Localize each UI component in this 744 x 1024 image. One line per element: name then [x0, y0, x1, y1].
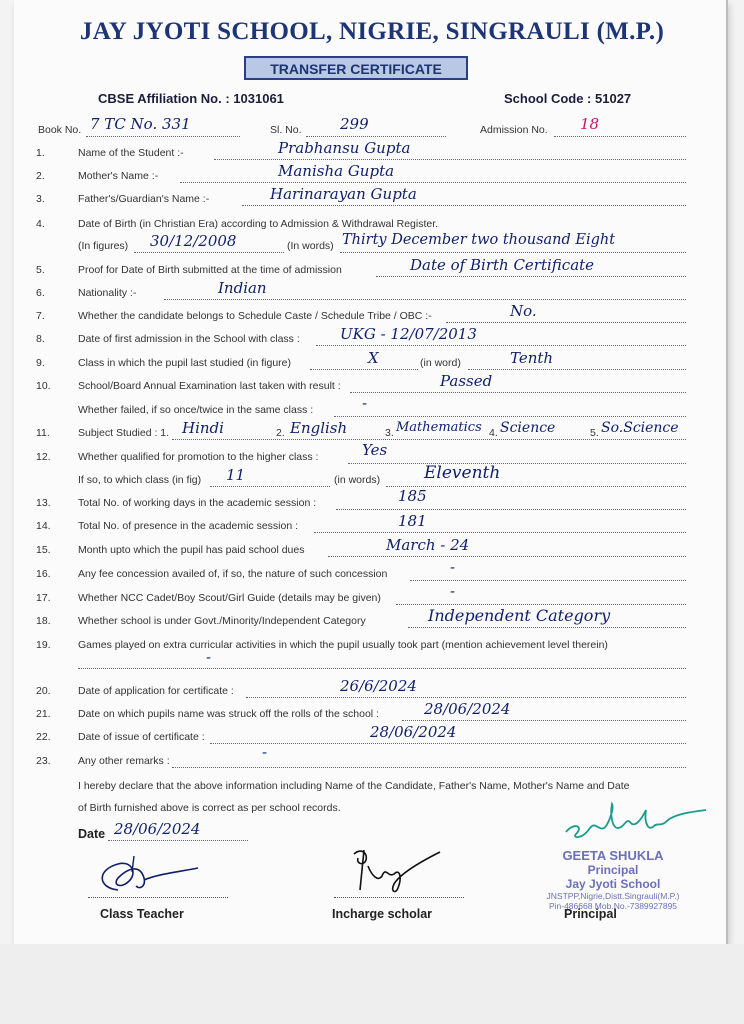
dob-proof-value: Date of Birth Certificate: [410, 256, 595, 274]
row-number: 5.: [36, 264, 45, 276]
ncc-value: -: [450, 582, 456, 600]
last-class-words-line: [468, 369, 686, 370]
ncc-line: [396, 604, 686, 605]
class-teacher-signature: [88, 850, 208, 902]
last-class-value: X: [368, 349, 379, 367]
dues-label: Month upto which the pupil has paid school dues: [78, 544, 305, 556]
mother-name-line: [180, 182, 686, 183]
issue-date-line: [210, 743, 686, 744]
stamp-name: GEETA SHUKLA: [562, 848, 664, 863]
row-number: 14.: [36, 520, 51, 532]
fee-concession-value: -: [450, 558, 456, 576]
last-class-line: [310, 369, 418, 370]
row-number: 2.: [36, 170, 45, 182]
remarks-line: [172, 767, 686, 768]
dob-figures-line: [134, 252, 284, 253]
mother-name-value: Manisha Gupta: [278, 162, 395, 180]
stamp-role: Principal: [587, 863, 639, 877]
row-number: 23.: [36, 755, 51, 767]
row-number: 21.: [36, 708, 51, 720]
working-days-line: [336, 509, 686, 510]
school-code: School Code : 51027: [504, 91, 632, 106]
application-date-line: [246, 697, 686, 698]
row-number: 9.: [36, 357, 45, 369]
page-background: [0, 944, 744, 1024]
incharge-line: [334, 897, 464, 898]
nationality-line: [164, 299, 686, 300]
admission-number-label: Admission No.: [480, 124, 548, 136]
row-number: 11.: [36, 427, 50, 439]
school-category-value: Independent Category: [428, 606, 611, 625]
promotion-class-fig-label: If so, to which class (in fig): [78, 474, 202, 486]
student-name-line: [214, 159, 686, 160]
remarks-label: Any other remarks :: [78, 755, 170, 767]
school-name: JAY JYOTI SCHOOL, NIGRIE, SINGRAULI (M.P.): [79, 18, 665, 45]
exam-result-value: Passed: [440, 372, 493, 390]
affiliation-number: CBSE Affiliation No. : 1031061: [98, 91, 284, 106]
presence-line: [314, 532, 686, 533]
exam-result-label: School/Board Annual Examination last taken with result :: [78, 380, 341, 392]
games-line: [78, 668, 686, 669]
fee-concession-line: [410, 580, 686, 581]
subject-3: Mathematics: [396, 420, 482, 435]
presence-label: Total No. of presence in the academic session :: [78, 520, 299, 532]
sl-number-value: 299: [340, 115, 369, 133]
first-admission-label: Date of first admission in the School with class :: [78, 333, 300, 345]
category-line: [446, 322, 686, 323]
row-number: 20.: [36, 685, 51, 697]
row-number: 18.: [36, 615, 51, 627]
book-number-value: 7 TC No. 331: [90, 115, 191, 133]
dues-value: March - 24: [386, 536, 470, 554]
dob-figures-value: 30/12/2008: [150, 232, 237, 250]
subject-4: Science: [500, 420, 556, 436]
student-name-value: Prabhansu Gupta: [278, 139, 411, 157]
book-number-line: [86, 136, 240, 137]
footer-date-line: [108, 840, 248, 841]
father-name-label: Father's/Guardian's Name :-: [78, 193, 210, 205]
stamp-pin: Pin-486668 Mob.No.-7389927895: [548, 901, 678, 911]
row-number: 15.: [36, 544, 51, 556]
dob-label: Date of Birth (in Christian Era) according to Admission & Withdrawal Register.: [78, 218, 439, 230]
subject-1: Hindi: [182, 419, 224, 437]
row-number: 12.: [36, 451, 51, 463]
row-number: 22.: [36, 731, 51, 743]
father-name-value: Harinarayan Gupta: [270, 185, 417, 203]
declaration-line-1: I hereby declare that the above information including Name of the Candidate, Father's Name, Mother's Name and Date: [78, 780, 630, 792]
row-number: 3.: [36, 193, 45, 205]
category-value: No.: [510, 302, 537, 320]
struck-off-date-label: Date on which pupils name was struck off the rolls of the school :: [78, 708, 379, 720]
subjects-line: [172, 439, 686, 440]
subject-2: English: [290, 419, 348, 437]
subject-5: So.Science: [601, 420, 679, 436]
struck-off-date-value: 28/06/2024: [424, 700, 511, 718]
application-date-value: 26/6/2024: [340, 677, 417, 695]
presence-value: 181: [398, 512, 427, 530]
failed-label: Whether failed, if so once/twice in the same class :: [78, 404, 314, 416]
first-admission-line: [316, 345, 686, 346]
certificate-title: TRANSFER CERTIFICATE: [270, 61, 442, 77]
failed-line: [334, 416, 686, 417]
promotion-value: Yes: [362, 441, 388, 459]
exam-result-line: [350, 392, 686, 393]
promotion-class-words-value: Eleventh: [424, 463, 501, 483]
incharge-caption: Incharge scholar: [332, 907, 433, 921]
games-label: Games played on extra curricular activities in which the pupil usually took part (mention achievement level therein): [78, 639, 608, 651]
school-category-line: [408, 627, 686, 628]
promotion-line: [348, 463, 686, 464]
issue-date-value: 28/06/2024: [370, 723, 457, 741]
principal-caption: Principal: [564, 907, 617, 921]
row-number: 7.: [36, 310, 45, 322]
footer-date-label: Date: [78, 827, 106, 841]
first-admission-value: UKG - 12/07/2013: [340, 325, 477, 343]
working-days-label: Total No. of working days in the academic session :: [78, 497, 317, 509]
last-class-label: Class in which the pupil last studied (in figure): [78, 357, 292, 369]
subject-number: 4.: [489, 427, 498, 439]
nationality-value: Indian: [218, 279, 267, 297]
games-value: -: [206, 648, 212, 666]
class-teacher-caption: Class Teacher: [100, 907, 184, 921]
remarks-value: -: [262, 743, 268, 761]
admission-number-value: 18: [580, 115, 600, 133]
last-class-words-value: Tenth: [510, 349, 554, 367]
class-teacher-line: [88, 897, 228, 898]
dob-words-value: Thirty December two thousand Eight: [342, 232, 616, 248]
fee-concession-label: Any fee concession availed of, if so, the nature of such concession: [78, 568, 388, 580]
row-number: 6.: [36, 287, 45, 299]
struck-off-date-line: [402, 720, 686, 721]
subject-number: 5.: [590, 427, 599, 439]
failed-value: -: [362, 394, 368, 412]
row-number: 19.: [36, 639, 51, 651]
category-label: Whether the candidate belongs to Schedule Caste / Schedule Tribe / OBC :-: [78, 310, 432, 322]
school-category-label: Whether school is under Govt./Minority/Independent Category: [78, 615, 366, 627]
row-number: 8.: [36, 333, 45, 345]
sl-number-line: [306, 136, 446, 137]
ncc-label: Whether NCC Cadet/Boy Scout/Girl Guide (details may be given): [78, 592, 381, 604]
promotion-class-words-line: [386, 486, 686, 487]
dob-words-label: (In words): [287, 240, 334, 252]
declaration-line-2: of Birth furnished above is correct as per school records.: [78, 802, 341, 814]
stamp-address: JNSTPP,Nigrie,Distt.Singrauli(M.P.): [546, 891, 680, 901]
nationality-label: Nationality :-: [78, 287, 137, 299]
promotion-class-words-label: (in words): [334, 474, 381, 486]
dob-figures-label: (In figures): [78, 240, 129, 252]
stamp-school: Jay Jyoti School: [565, 877, 661, 891]
promotion-class-fig-value: 11: [226, 466, 246, 484]
title-box: [244, 56, 468, 80]
subject-number: 2.: [276, 427, 285, 439]
incharge-signature: [340, 842, 450, 898]
promotion-label: Whether qualified for promotion to the higher class :: [78, 451, 319, 463]
promotion-class-fig-line: [210, 486, 330, 487]
row-number: 17.: [36, 592, 51, 604]
last-class-words-label: (in word): [420, 357, 461, 369]
father-name-line: [242, 205, 686, 206]
subject-number: 3.: [385, 427, 394, 439]
dob-proof-line: [376, 276, 686, 277]
subjects-label: Subject Studied : 1.: [78, 427, 170, 439]
sl-number-label: Sl. No.: [270, 124, 302, 136]
mother-name-label: Mother's Name :-: [78, 170, 159, 182]
admission-number-line: [554, 136, 686, 137]
dob-proof-label: Proof for Date of Birth submitted at the time of admission: [78, 264, 342, 276]
row-number: 4.: [36, 218, 45, 230]
book-number-label: Book No.: [38, 124, 82, 136]
row-number: 1.: [36, 147, 45, 159]
issue-date-label: Date of issue of certificate :: [78, 731, 205, 743]
row-number: 16.: [36, 568, 51, 580]
dues-line: [328, 556, 686, 557]
principal-stamp: [528, 848, 698, 911]
principal-signature: [560, 798, 710, 848]
student-name-label: Name of the Student :-: [78, 147, 184, 159]
row-number: 10.: [36, 380, 51, 392]
dob-words-line: [340, 252, 686, 253]
application-date-label: Date of application for certificate :: [78, 685, 234, 697]
footer-date-value: 28/06/2024: [114, 820, 201, 838]
working-days-value: 185: [398, 487, 427, 505]
row-number: 13.: [36, 497, 51, 509]
